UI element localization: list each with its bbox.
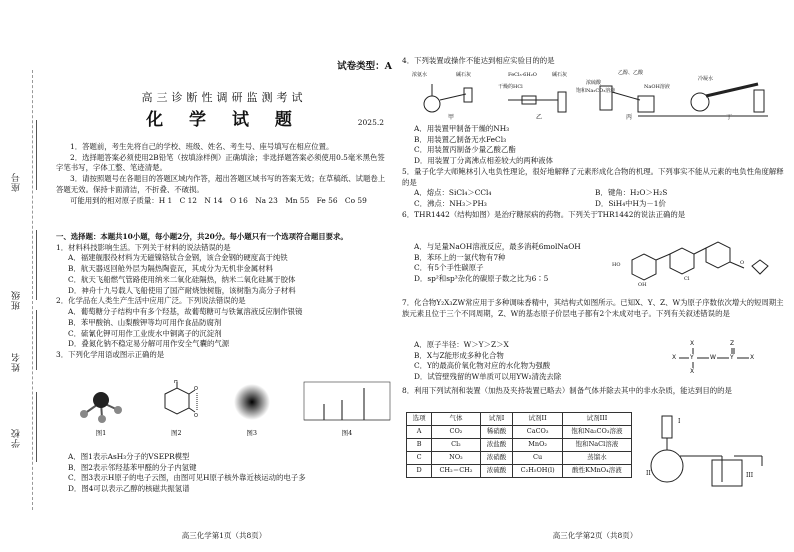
struct-atom-z: Z — [730, 340, 735, 347]
exam-date: 2025.2 — [357, 118, 384, 127]
apparatus-label-yi: 乙 — [536, 114, 543, 121]
note-3: 3．请按照题号在各题目的答题区域内作答，超出答题区域书写的答案无效；在草稿纸、试题卷上答题无效。保持卡面清洁，不折叠、不破损。 — [56, 174, 386, 194]
q6-option-c: C．有5个手性碳原子 — [414, 263, 484, 273]
apparatus-label-ii: II — [646, 470, 651, 477]
table-cell: 稀硝酸 — [480, 426, 513, 439]
q6-option-b: B．苯环上的一氯代物有7种 — [414, 252, 506, 262]
table-cell: NO₂ — [432, 452, 480, 465]
apparatus-text-soda-lime-2: 碱石灰 — [552, 72, 568, 78]
note-2: 2．选择题答案必须使用2B铅笔（按填涂样例）正确填涂；非选择题答案必须使用0.5毫米黑色签字笔书写，字体工整、笔迹清楚。 — [56, 152, 385, 173]
q8-apparatus — [642, 410, 782, 490]
struct-atom-y1: Y — [690, 354, 694, 361]
q8-stem: 8．利用下列试剂和装置（加热及夹持装置已略去）制备气体并除去其中的非水杂质，能达到目的的是 — [402, 386, 732, 395]
q6-options — [402, 242, 602, 285]
q7-stem: 7．化合物Y₂X₃ZW常应用于多种调味香精中，其结构式如图所示。已知X、Y、Z、W为原子序数依次增大的短周期主族元素且位于三个不同周期，Z、W的基态原子价层电子都有2个未成对电子。下列有关叙述错误的是 — [402, 298, 784, 318]
table-header-cell: 试剂II — [513, 413, 562, 426]
q7-options — [402, 340, 652, 383]
q6-stem: 6．THR1442（结构如图）是治疗糖尿病的药物。下列关于THR1442的说法正确的是 — [402, 209, 686, 219]
q7-option-d: D．试管壁残留的W单质可以用YW₂清洗去除 — [414, 372, 562, 382]
figure-1-label: 图1 — [95, 429, 107, 438]
q4-options — [402, 124, 788, 221]
name-line — [36, 310, 37, 370]
table-cell: Cu — [513, 452, 562, 465]
table-cell: MnO₂ — [513, 439, 562, 452]
struct-atom-x1: X — [672, 354, 677, 361]
class-label: 班级 — [12, 290, 22, 310]
table-cell: 饱和Na₂CO₃溶液 — [562, 426, 631, 439]
name-label: 姓名 — [12, 352, 22, 372]
q3-option-d: D．图4可以表示乙醇的核磁共振氢谱 — [68, 484, 190, 494]
class-line — [36, 230, 37, 300]
table-row — [407, 465, 632, 478]
seat-number-label: 座号 — [12, 172, 22, 192]
figure-3 — [227, 380, 277, 439]
q2-option-c: C．硫氰化钾可用作工业废水中铜离子的沉淀剂 — [68, 328, 222, 338]
apparatus-text-na2co3: 饱和Na₂CO₃溶液 — [576, 88, 616, 94]
table-cell: CaCO₃ — [513, 426, 562, 439]
q2-option-b: B．苯甲酸钠、山梨酸钾等均可用作食品防腐剂 — [68, 317, 222, 327]
q5-options — [402, 188, 788, 209]
hydrogen-bond-structure-icon — [151, 380, 201, 426]
figure-1 — [76, 380, 126, 439]
q3-option-b: B．图2表示邻羟基苯甲醛的分子内氢键 — [68, 462, 197, 472]
nmr-spectrum-icon — [302, 380, 392, 426]
school-label: 学校 — [12, 428, 22, 448]
figure-4-label: 图4 — [341, 429, 353, 438]
q3-figures — [76, 380, 392, 439]
exam-title: 高三诊断性调研监测考试 — [141, 91, 307, 104]
table-header-cell: 试剂III — [562, 413, 631, 426]
figure-3-label: 图3 — [246, 429, 257, 438]
apparatus-label-jia: 甲 — [448, 114, 455, 121]
bond-lines-icon — [672, 340, 782, 384]
seat-number-line — [36, 120, 37, 190]
apparatus-text-soda-lime-1: 碱石灰 — [456, 72, 472, 78]
electron-cloud-icon — [227, 380, 277, 426]
q1-option-b: B．航天器返回舱外层为隔热陶瓷瓦，其成分为无机非金属材料 — [68, 264, 273, 274]
struct-label-ho: HO — [612, 262, 621, 268]
apparatus-label-i: I — [678, 418, 681, 425]
q4-stem: 4．下列装置或操作不能达到相应实验目的的是 — [402, 56, 555, 65]
ball-stick-model-icon — [76, 380, 126, 426]
table-cell: CH₂＝CH₂ — [432, 465, 480, 478]
struct-label-oh: OH — [638, 282, 647, 288]
subject-title: 化 学 试 题 — [146, 110, 302, 130]
table-header-cell: 气体 — [432, 413, 480, 426]
q3-stem: 3．下列化学用语或图示正确的是 — [56, 350, 165, 360]
table-row — [407, 439, 632, 452]
notes-block — [56, 142, 392, 206]
q4-option-c: C．用装置丙制备少量乙酸乙酯 — [414, 145, 516, 155]
q7-option-b: B．X与Z能形成多种化合物 — [414, 350, 504, 360]
apparatus-text-fecl3: FeCl₃·6H₂O — [508, 72, 537, 78]
apparatus-label-bing: 丙 — [626, 114, 633, 121]
struct-label-o: O — [740, 260, 745, 266]
q3-option-a: A．图1表示AsH₃分子的VSEPR模型 — [68, 452, 190, 461]
table-cell: Cl₂ — [432, 439, 480, 452]
q2-option-d: D．叠氮化钠不稳定易分解可用作安全气囊的气源 — [68, 339, 230, 349]
q6-option-a: A．与足量NaOH溶液反应，最多消耗6molNaOH — [414, 242, 581, 251]
table-cell: C — [407, 452, 432, 465]
table-row — [407, 426, 632, 439]
figure-2 — [151, 380, 201, 439]
table-cell: 浓硫酸 — [480, 465, 513, 478]
apparatus-text-ethanol-acid: 乙醇、乙酸 — [618, 70, 644, 76]
q1-option-d: D．神舟十九号载人飞船使用了国产耐烧蚀树脂，该树脂为高分子材料 — [68, 285, 296, 295]
struct-atom-w: W — [710, 354, 716, 361]
apparatus-text-condenser-water: 冷凝水 — [698, 76, 714, 82]
page-1-footer: 高三化学第1页（共8页） — [181, 531, 267, 541]
table-row — [407, 452, 632, 465]
apparatus-text-dry-hcl: 干燥的HCl — [498, 84, 523, 90]
paper-type: 试卷类型：A — [337, 61, 392, 72]
q5-option-d: D．SiH₄中H为－1价 — [595, 199, 666, 209]
table-header-cell: 选项 — [407, 413, 432, 426]
table-cell: CO₂ — [432, 426, 480, 439]
figure-4 — [302, 380, 392, 439]
q7 — [402, 298, 788, 319]
q5-option-c: C．沸点：NH₃＞PH₃ — [414, 199, 487, 209]
q1-option-c: C．航天飞船燃气管路使用纳米二氧化硅隔热，纳米二氧化硅属于胶体 — [68, 274, 296, 284]
figure-2-label: 图2 — [171, 429, 182, 438]
gas-generator-apparatus-icon — [642, 410, 782, 490]
svg-text:O: O — [194, 386, 199, 392]
table-cell: 浓硝酸 — [480, 452, 513, 465]
struct-label-cl: Cl — [684, 276, 690, 282]
table-cell: A — [407, 426, 432, 439]
q8 — [402, 386, 788, 397]
svg-text:O: O — [194, 413, 199, 419]
q4-option-d: D．用装置丁分离沸点相差较大的两种液体 — [414, 156, 553, 166]
q1-option-a: A．福建舰服役材料为无磁镍铬钛合金钢，该合金钢的硬度高于纯铁 — [68, 253, 288, 263]
q7-option-a: A．原子半径：W＞Y＞Z＞X — [414, 340, 509, 349]
q6-structure — [612, 236, 788, 296]
section-1 — [56, 232, 392, 361]
school-line — [36, 392, 37, 462]
apparatus-text-ammonia: 浓氨水 — [412, 72, 428, 78]
q4-apparatus — [408, 70, 788, 122]
q3-options — [56, 452, 392, 495]
struct-atom-x3: X — [690, 340, 695, 347]
table-header-row — [407, 413, 632, 426]
q4-option-a: A．用装置甲制备干燥的NH₃ — [414, 124, 510, 133]
apparatus-text-naoh: NaOH溶液 — [644, 84, 670, 90]
note-1: 1．答题前，考生先将自己的学校、班级、姓名、考生号、座号填写在相应位置。 — [70, 142, 334, 151]
table-cell: 酸性KMnO₄溶液 — [562, 465, 631, 478]
q3-option-c: C．图3表示H原子的电子云图，由图可见H原子核外靠近核运动的电子多 — [68, 473, 306, 483]
q1-stem: 1．材料科技影响生活。下列关于材料的说法错误的是 — [56, 242, 231, 252]
struct-atom-x2: X — [750, 354, 755, 361]
q7-structure — [672, 340, 782, 384]
q2-stem: 2．化学品在人类生产生活中应用广泛。下列说法错误的是 — [56, 296, 246, 306]
q4-option-b: B．用装置乙制备无水FeCl₃ — [414, 134, 507, 144]
binding-margin — [0, 0, 46, 552]
table-cell: C₂H₅OH(l) — [513, 465, 562, 478]
q5-option-a: A．熔点：SiCl₄＞CCl₄ — [414, 188, 492, 198]
svg-text:H: H — [174, 380, 179, 385]
q2-option-a: A．葡萄糖分子结构中有多个羟基，故葡萄糖可与铁氰溶液反应制作银镜 — [68, 307, 303, 317]
table-header-cell: 试剂I — [480, 413, 513, 426]
page-2 — [402, 0, 788, 552]
apparatus-label-ding: 丁 — [726, 114, 733, 121]
q8-reagent-table — [406, 412, 632, 478]
table-cell: B — [407, 439, 432, 452]
section-1-heading: 一、选择题：本题共10小题，每小题2分，共20分。每小题只有一个选项符合题目要求。 — [56, 232, 348, 241]
page-1 — [56, 0, 392, 552]
struct-atom-y2: Y — [730, 354, 734, 361]
q5-stem: 5．量子化学大师鲍林引入电负性理论，很好地解释了元素形成化合物的机理。下列事实不能从元素的电负性角度解释的是 — [402, 166, 784, 187]
apparatus-text-h2so4: 浓硫酸 — [586, 80, 602, 86]
q5-option-b: B．键角：H₂O＞H₂S — [595, 188, 668, 198]
q4 — [402, 56, 788, 67]
table-cell: 饱和NaCl溶液 — [562, 439, 631, 452]
table-cell: 蒸馏水 — [562, 452, 631, 465]
q6-option-d: D．sp²和sp³杂化的碳原子数之比为6∶5 — [414, 274, 549, 284]
page-2-footer: 高三化学第2页（共8页） — [552, 531, 638, 541]
struct-atom-x4: X — [690, 368, 695, 375]
q7-option-c: C．Y的最高价氧化物对应的水化物为强酸 — [414, 361, 551, 371]
table-cell: D — [407, 465, 432, 478]
table-cell: 浓盐酸 — [480, 439, 513, 452]
cut-line — [32, 70, 33, 510]
note-atomic-masses: 可能用到的相对原子质量：H 1 C 12 N 14 O 16 Na 23 Mn 55 Fe 56 Co 59 — [70, 195, 367, 205]
apparatus-label-iii: III — [746, 472, 754, 479]
